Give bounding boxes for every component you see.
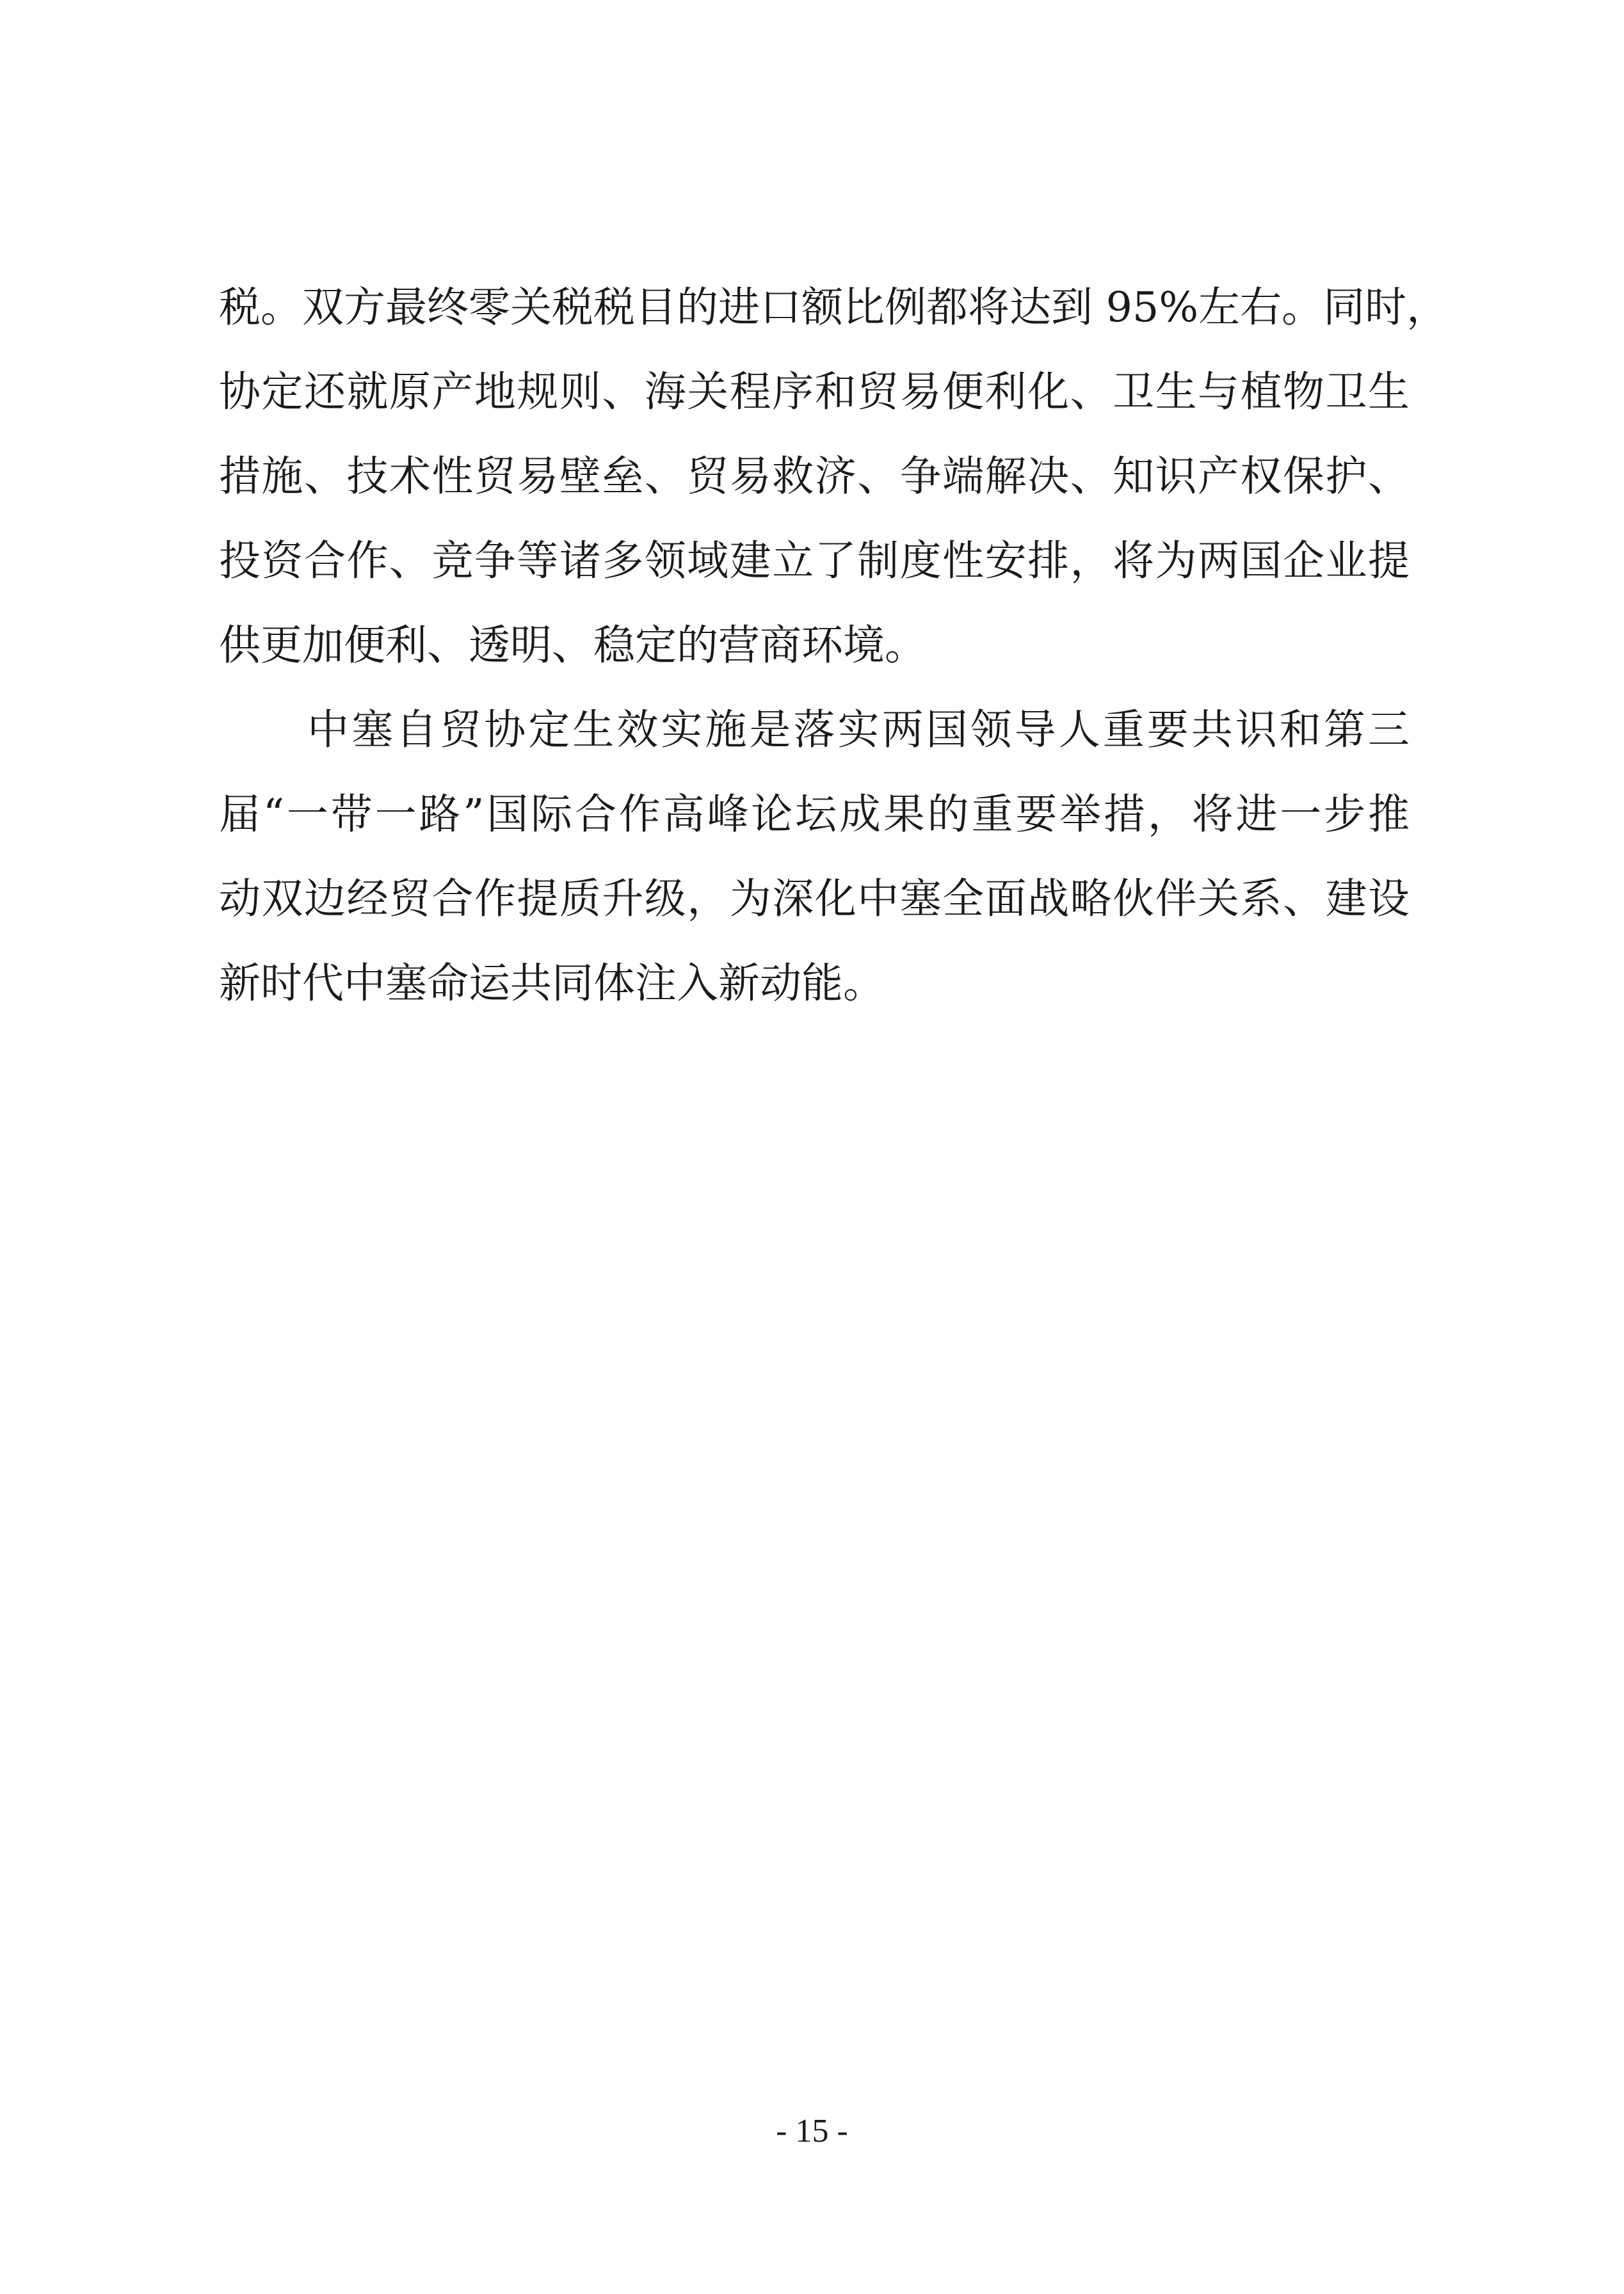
text-line: 中塞自贸协定生效实施是落实两国领导人重要共识和第三 xyxy=(219,706,1410,754)
text-line: 动双边经贸合作提质升级，为深化中塞全面战略伙伴关系、建设 xyxy=(219,875,1410,923)
text-line: 新时代中塞命运共同体注入新动能。 xyxy=(219,959,885,1007)
text-line: 协定还就原产地规则、海关程序和贸易便利化、卫生与植物卫生 xyxy=(219,368,1410,416)
text-line: 措施、技术性贸易壁垒、贸易救济、争端解决、知识产权保护、 xyxy=(219,453,1410,501)
page-number: - 15 - xyxy=(776,2113,848,2149)
body-text xyxy=(219,266,1449,1026)
text-line: 税。双方最终零关税税目的进口额比例都将达到 95%左右。同时， xyxy=(219,284,1449,332)
text-line: 投资合作、竞争等诸多领域建立了制度性安排，将为两国企业提 xyxy=(219,537,1410,585)
text-line: 届“一带一路”国际合作高峰论坛成果的重要举措，将进一步推 xyxy=(219,790,1410,838)
text-line: 供更加便利、透明、稳定的营商环境。 xyxy=(219,622,927,670)
